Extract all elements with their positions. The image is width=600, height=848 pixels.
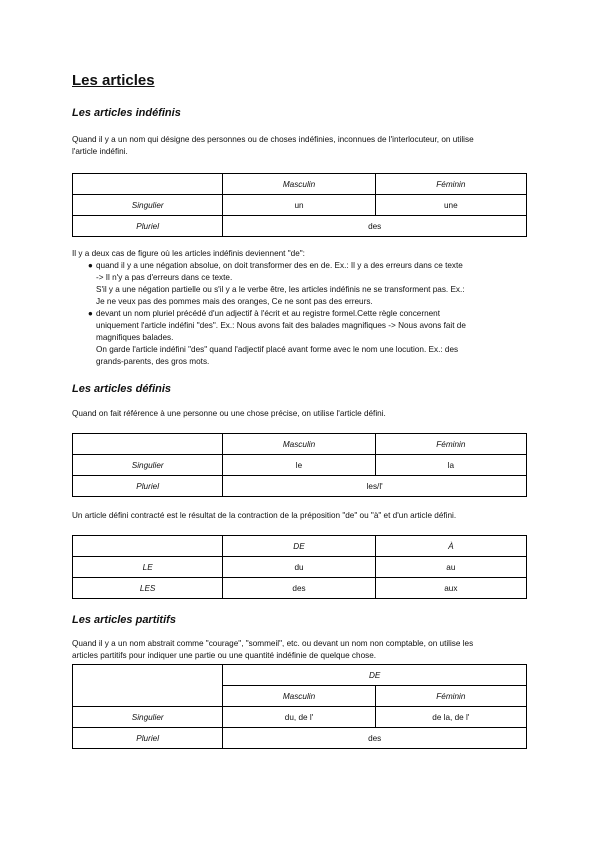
table-header-cell: Féminin	[375, 174, 526, 195]
document-page	[72, 72, 528, 749]
list-item	[72, 308, 528, 368]
table-cell: une	[375, 195, 526, 216]
table-cell: le	[223, 455, 375, 476]
table-cell	[73, 665, 223, 707]
partitifs-intro-line: articles partitifs pour indiquer une partie ou une quantité indéfinie de quelque chose.	[72, 651, 377, 660]
bullet-icon: ●	[88, 261, 93, 270]
table-header-cell: DE	[223, 536, 375, 557]
table-row	[73, 578, 527, 599]
list-item-line: S'il y a une négation partielle ou s'il y a le verbe être, les articles indéfinis ne se transforment pas. Ex.:	[96, 285, 465, 294]
table-header-cell: Féminin	[375, 434, 526, 455]
list-item-line: magnifiques balades.	[96, 333, 174, 342]
list-item	[72, 260, 528, 308]
table-header-row	[73, 174, 527, 195]
table-row	[73, 455, 527, 476]
section-heading-partitifs: Les articles partitifs	[72, 614, 176, 626]
table-row-label: LES	[73, 578, 223, 599]
table-row	[73, 557, 527, 578]
partitifs-intro-line: Quand il y a un nom abstrait comme "courage", "sommeil", etc. ou devant un nom non comptable, on utilise les	[72, 639, 474, 648]
indefinis-intro	[72, 134, 528, 158]
list-item-line: devant un nom pluriel précédé d'un adjectif à l'écrit et au registre formel.Cette règle concernent	[96, 309, 441, 318]
indefinis-bullet-list	[72, 260, 528, 368]
definis-table	[72, 433, 527, 497]
table-row-label: Pluriel	[73, 728, 223, 749]
table-row-label: Singulier	[73, 707, 223, 728]
table-row	[73, 728, 527, 749]
table-cell: du, de l'	[223, 707, 375, 728]
table-header-cell: Masculin	[223, 174, 375, 195]
table-header-cell: Masculin	[223, 434, 375, 455]
table-header-cell: DE	[223, 665, 527, 686]
table-cell: la	[375, 455, 526, 476]
indefinis-intro-line: Quand il y a un nom qui désigne des personnes ou de choses indéfinies, inconnues de l'interlocuteur, on utilise	[72, 135, 474, 144]
table-header-cell: Masculin	[223, 686, 375, 707]
list-item-line: On garde l'article indéfini "des" quand l'adjectif placé avant forme avec le nom une locution. Ex.: des	[96, 345, 459, 354]
table-header-cell: À	[375, 536, 526, 557]
table-cell	[73, 174, 223, 195]
table-row-label: Singulier	[73, 195, 223, 216]
list-item-line: grands-parents, des gros mots.	[96, 357, 210, 366]
table-top-header-row	[73, 665, 527, 686]
table-row	[73, 216, 527, 237]
table-row-label: LE	[73, 557, 223, 578]
bullet-icon: ●	[88, 309, 93, 318]
indefinis-intro-line: l'article indéfini.	[72, 147, 128, 156]
contracte-table	[72, 535, 527, 599]
table-header-cell: Féminin	[375, 686, 526, 707]
table-cell: les/l'	[223, 476, 527, 497]
table-cell: des	[223, 728, 527, 749]
list-item-line: -> Il n'y a pas d'erreurs dans ce texte.	[96, 273, 233, 282]
list-item-line: Je ne veux pas des pommes mais des oranges, Ce ne sont pas des erreurs.	[96, 297, 373, 306]
table-row-label: Singulier	[73, 455, 223, 476]
table-cell: des	[223, 216, 527, 237]
table-cell	[73, 434, 223, 455]
table-cell	[73, 536, 223, 557]
table-cell: des	[223, 578, 375, 599]
table-cell: du	[223, 557, 375, 578]
indefinis-table	[72, 173, 527, 237]
table-row	[73, 707, 527, 728]
partitifs-intro	[72, 638, 528, 662]
table-row-label: Pluriel	[73, 476, 223, 497]
indefinis-cases-intro: Il y a deux cas de figure où les articles indéfinis deviennent "de":	[72, 249, 305, 258]
table-cell: de la, de l'	[375, 707, 526, 728]
table-cell: aux	[375, 578, 526, 599]
list-item-line: uniquement l'article indéfini "des". Ex.: Nous avons fait des balades magnifiques -> Nous avons fait de	[96, 321, 466, 330]
page-title: Les articles	[72, 72, 155, 89]
table-header-row	[73, 434, 527, 455]
definis-intro: Quand on fait référence à une personne ou une chose précise, on utilise l'article défini.	[72, 409, 386, 418]
list-item-line: quand il y a une négation absolue, on doit transformer des en de. Ex.: Il y a des erreurs dans ce texte	[96, 261, 463, 270]
partitifs-table	[72, 664, 527, 749]
table-cell: un	[223, 195, 375, 216]
table-header-row	[73, 536, 527, 557]
table-row	[73, 195, 527, 216]
section-heading-definis: Les articles définis	[72, 383, 172, 395]
table-row	[73, 476, 527, 497]
table-row-label: Pluriel	[73, 216, 223, 237]
table-cell: au	[375, 557, 526, 578]
section-heading-indefinis: Les articles indéfinis	[72, 107, 181, 119]
definis-contracte-intro: Un article défini contracté est le résultat de la contraction de la préposition "de" ou "à" et d'un article défini.	[72, 511, 457, 520]
